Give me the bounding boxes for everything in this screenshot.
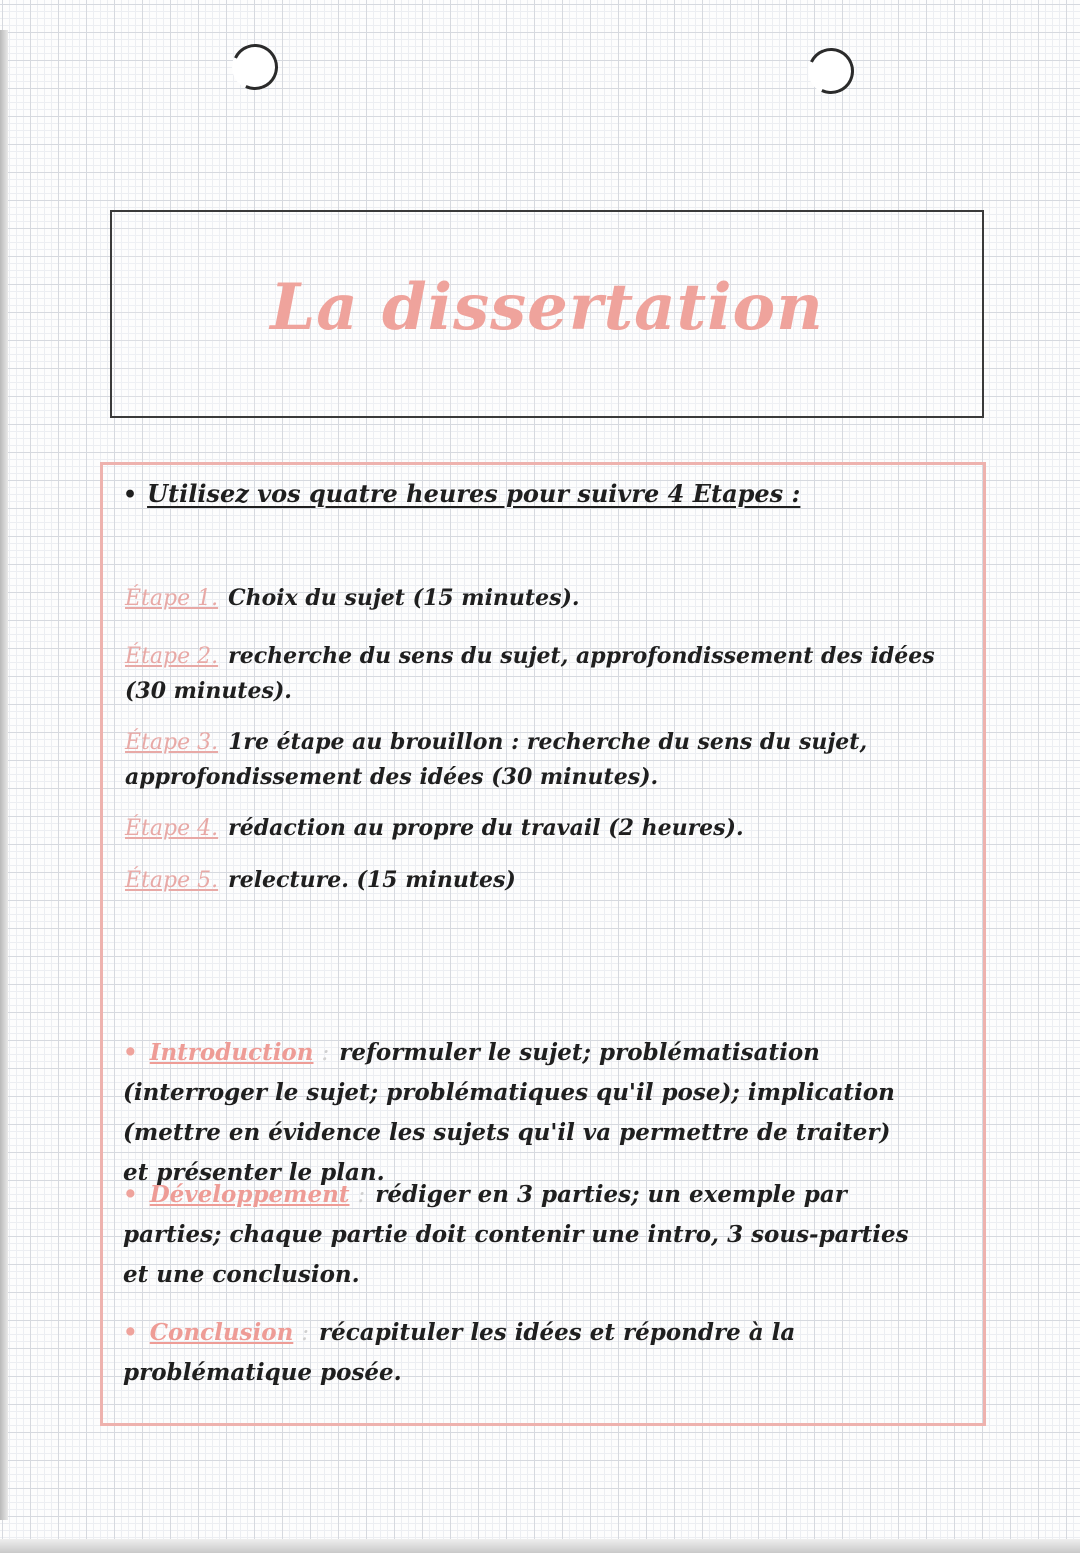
- step-label: Étape 3.: [125, 730, 219, 755]
- point-label: Développement: [149, 1181, 350, 1208]
- pink-bullet-icon: •: [123, 1181, 138, 1208]
- content-box: [100, 462, 986, 1426]
- binder-hole-right: [802, 42, 861, 101]
- point-text: rédiger en 3 parties; un exemple par parties; chaque partie doit contenir une intro, 3 sous-parties et une conclusion.: [123, 1181, 909, 1288]
- point-introduction: [123, 1033, 923, 1193]
- binder-hole-left: [226, 38, 285, 97]
- title-box: [110, 210, 984, 418]
- point-text: récapituler les idées et répondre à la problématique posée.: [123, 1319, 796, 1386]
- page-title: La dissertation: [270, 270, 824, 345]
- step-label: Étape 4.: [125, 816, 219, 841]
- pink-bullet-icon: •: [123, 1319, 138, 1346]
- steps-heading-text: Utilisez vos quatre heures pour suivre 4 Etapes :: [147, 479, 801, 508]
- step-1: [125, 581, 945, 616]
- step-text: Choix du sujet (15 minutes).: [228, 585, 580, 611]
- point-conclusion: [123, 1313, 923, 1393]
- bullet-icon: •: [123, 482, 138, 508]
- step-3: [125, 725, 945, 794]
- separator: :: [321, 1040, 330, 1066]
- page-left-edge: [0, 30, 8, 1520]
- separator: :: [357, 1182, 366, 1208]
- steps-heading: [123, 479, 800, 508]
- step-4: [125, 811, 945, 846]
- point-text: reformuler le sujet; problématisation (interroger le sujet; problématiques qu'il pose); implication (mettre en évidence les sujets qu'il va permettre de traiter) et présenter le plan.: [123, 1039, 895, 1186]
- step-2: [125, 639, 945, 708]
- point-label: Conclusion: [149, 1319, 294, 1346]
- step-text: recherche du sens du sujet, approfondissement des idées (30 minutes).: [125, 643, 935, 704]
- step-text: relecture. (15 minutes): [228, 867, 516, 893]
- step-label: Étape 1.: [125, 586, 219, 611]
- page-bottom-edge: [0, 1539, 1080, 1553]
- step-5: [125, 863, 945, 898]
- step-label: Étape 2.: [125, 644, 219, 669]
- step-label: Étape 5.: [125, 868, 219, 893]
- separator: :: [301, 1320, 310, 1346]
- point-developpement: [123, 1175, 923, 1295]
- point-label: Introduction: [149, 1039, 314, 1066]
- step-text: rédaction au propre du travail (2 heures).: [228, 815, 744, 841]
- step-text: 1re étape au brouillon : recherche du sens du sujet, approfondissement des idées (30 minutes).: [125, 729, 868, 790]
- pink-bullet-icon: •: [123, 1039, 138, 1066]
